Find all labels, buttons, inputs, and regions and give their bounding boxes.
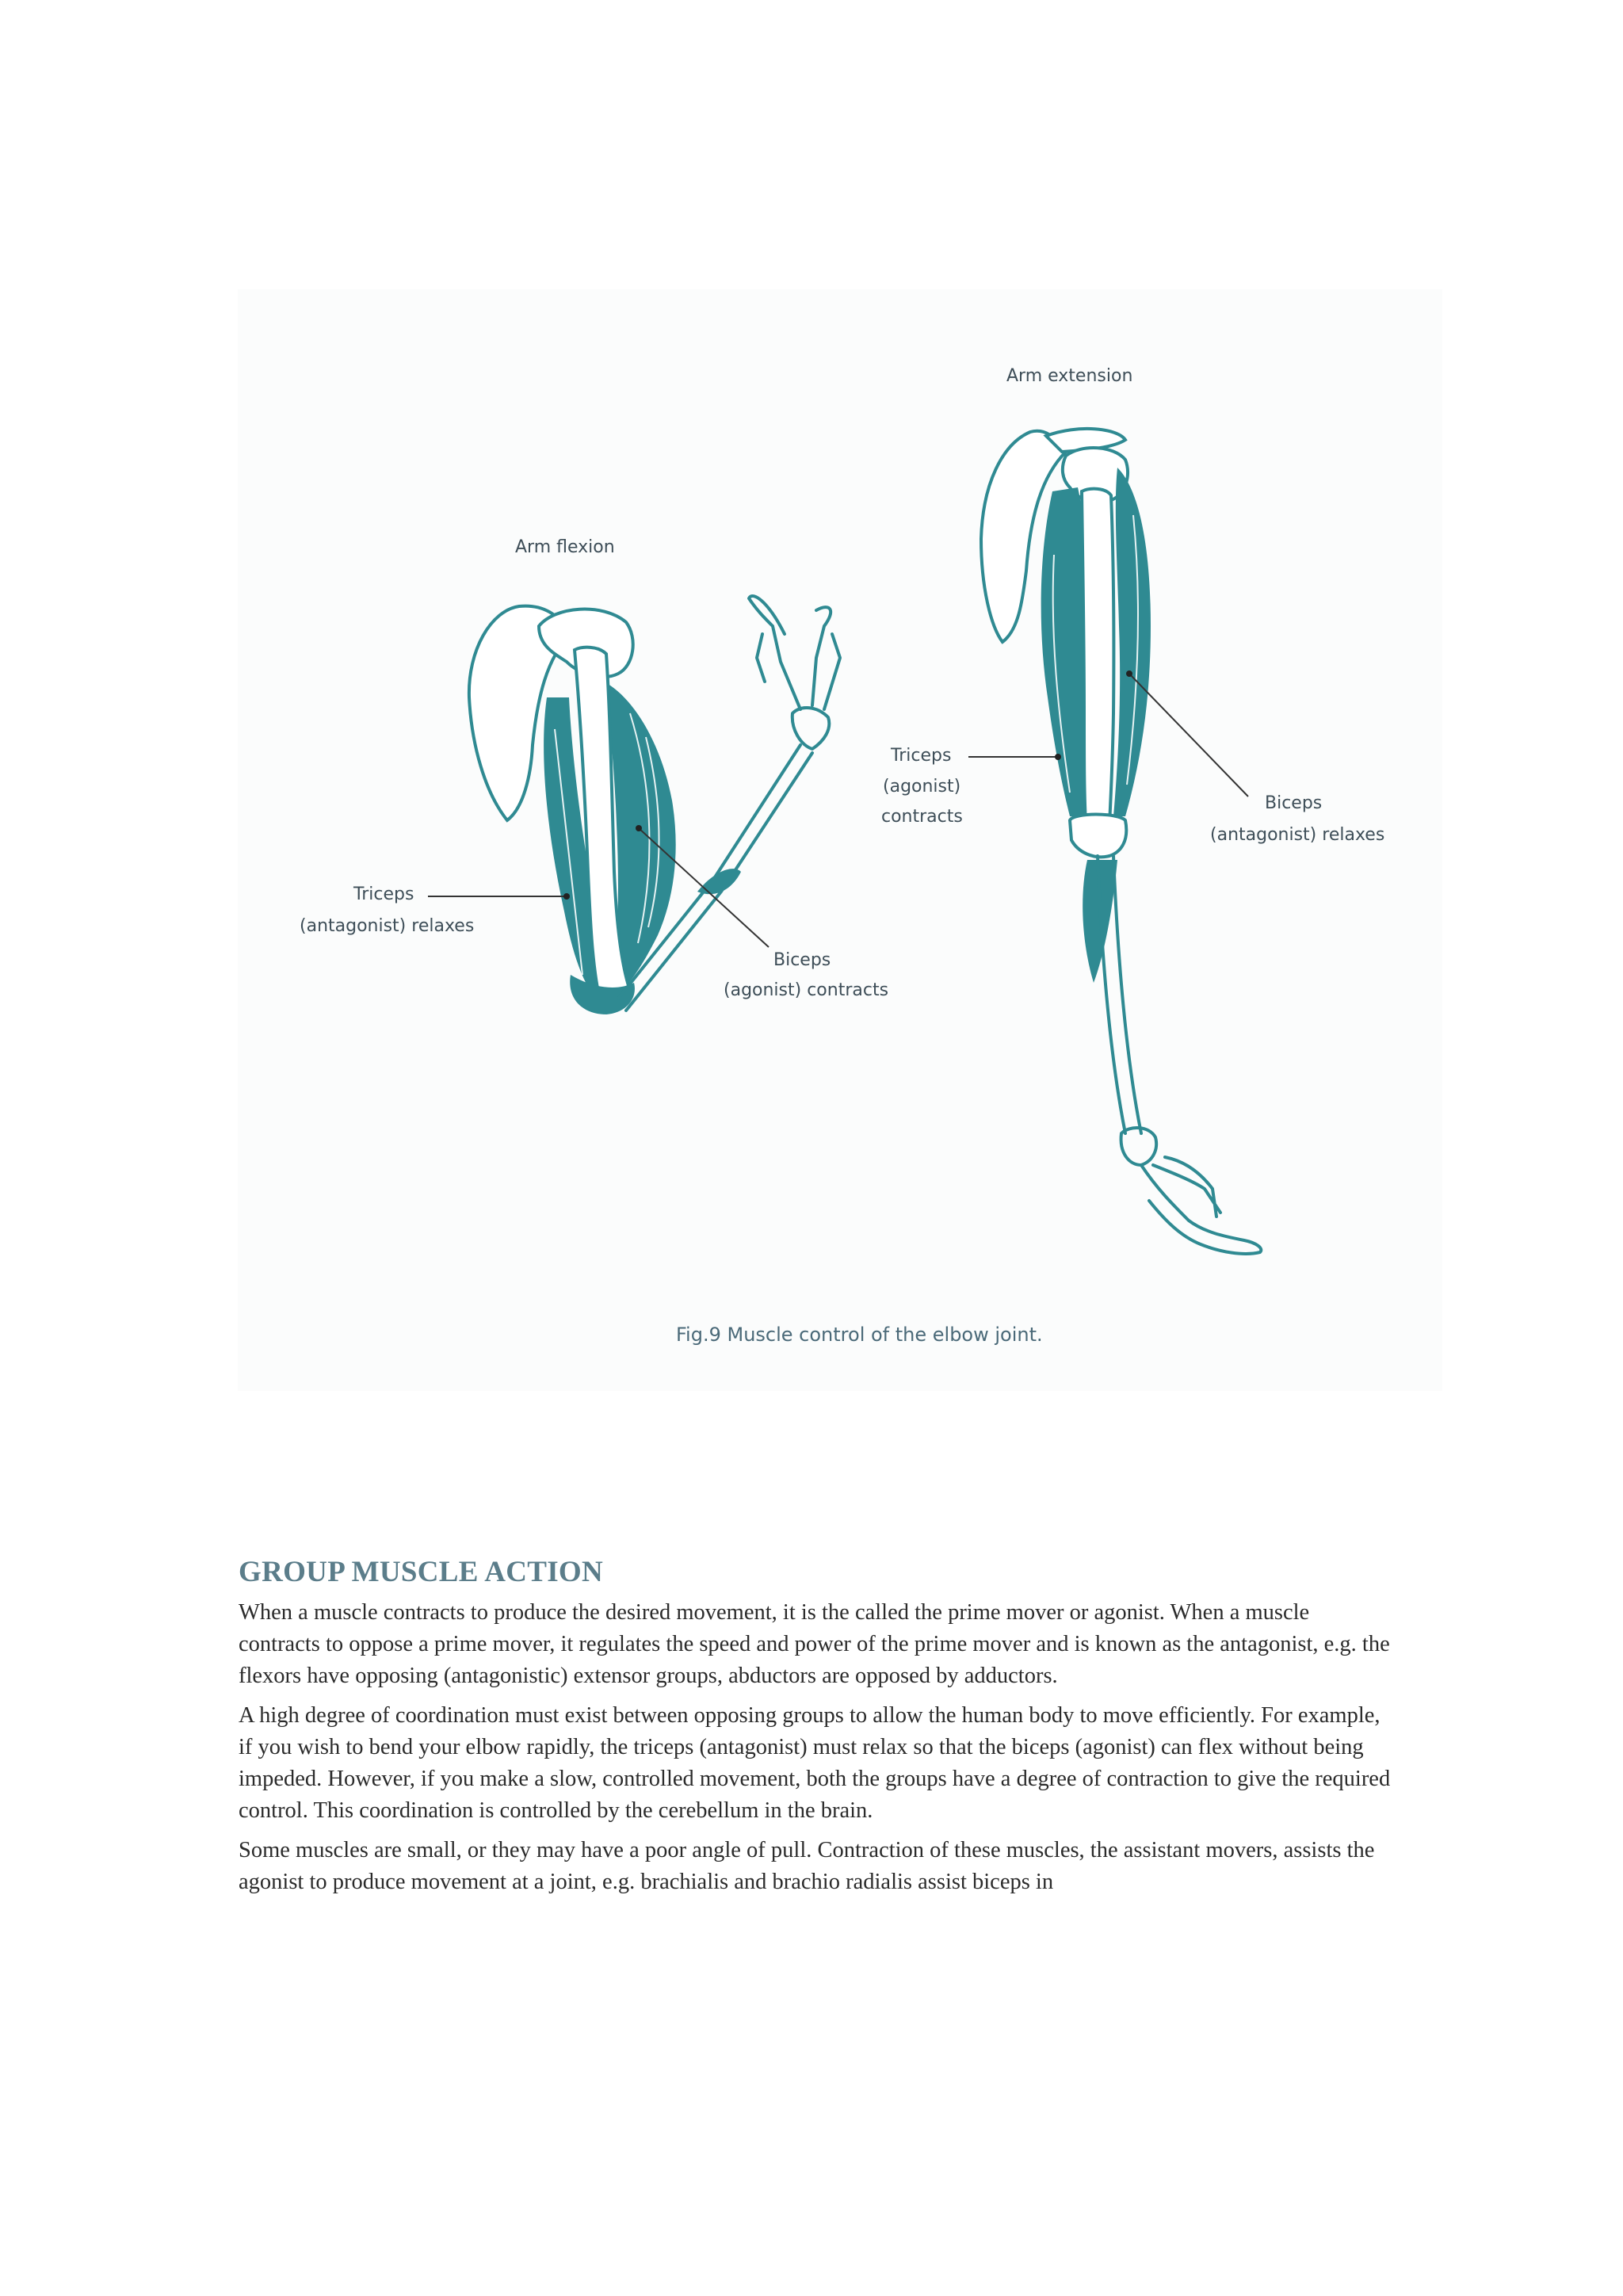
figure-caption: Fig.9 Muscle control of the elbow joint.: [676, 1324, 1043, 1346]
flexion-biceps-label: Biceps: [773, 950, 831, 970]
flexion-triceps-dot: [563, 893, 570, 900]
paragraph-coordination: A high degree of coordination must exist between opposing groups to allow the human body to move efficiently. For example, if you wish to bend your elbow rapidly, the triceps (antagonist) must relax so that the biceps (agonist) can flex without being impeded. However, if you make a slow, controlled movement, both the groups have a degree of contraction to give the required control. This coordination is controlled by the cerebellum in the brain.: [239, 1703, 1391, 1823]
flexion-wrist: [792, 708, 830, 749]
extension-biceps: [1113, 468, 1151, 816]
extension-triceps-role-2: contracts: [881, 807, 963, 827]
flexion-thumb: [757, 634, 765, 682]
flexion-biceps-dot: [636, 825, 642, 831]
extension-biceps-label: Biceps: [1265, 793, 1323, 813]
extension-biceps-leader: [1129, 674, 1248, 797]
extension-triceps-dot: [1055, 754, 1061, 760]
article-section: [239, 1555, 1396, 1906]
section-heading: GROUP MUSCLE ACTION: [239, 1556, 604, 1588]
flexion-triceps-role: (antagonist) relaxes: [300, 916, 475, 936]
paragraph-assistant-movers: Some muscles are small, or they may have a poor angle of pull. Contraction of these muscles, the assistant movers, assists the agonist to produce movement at a joint, e.g. brachialis and brachio radialis assist biceps in: [239, 1838, 1375, 1894]
extension-triceps-label: Triceps: [891, 746, 952, 766]
extension-triceps: [1041, 487, 1088, 816]
flexion-hand: [749, 596, 840, 709]
paragraph-agonist-antagonist: When a muscle contracts to produce the desired movement, it is the called the prime mover or agonist. When a muscle contracts to oppose a prime mover, it regulates the speed and power of the prime mover and is known as the antagonist, e.g. the flexors have opposing (antagonistic) extensor groups, abductors are opposed by adductors.: [239, 1600, 1390, 1688]
extension-humerus: [1082, 489, 1113, 824]
arm-extension-title: Arm extension: [1006, 366, 1133, 386]
extension-biceps-role: (antagonist) relaxes: [1210, 825, 1385, 845]
extension-elbow: [1070, 815, 1126, 858]
extension-biceps-dot: [1126, 670, 1132, 677]
flexion-biceps-role: (agonist) contracts: [724, 980, 889, 1000]
flexion-triceps-label: Triceps: [353, 884, 414, 904]
extension-hand: [1141, 1157, 1261, 1254]
arm-flexion-title: Arm flexion: [515, 537, 615, 557]
extension-triceps-role-1: (agonist): [883, 777, 961, 797]
